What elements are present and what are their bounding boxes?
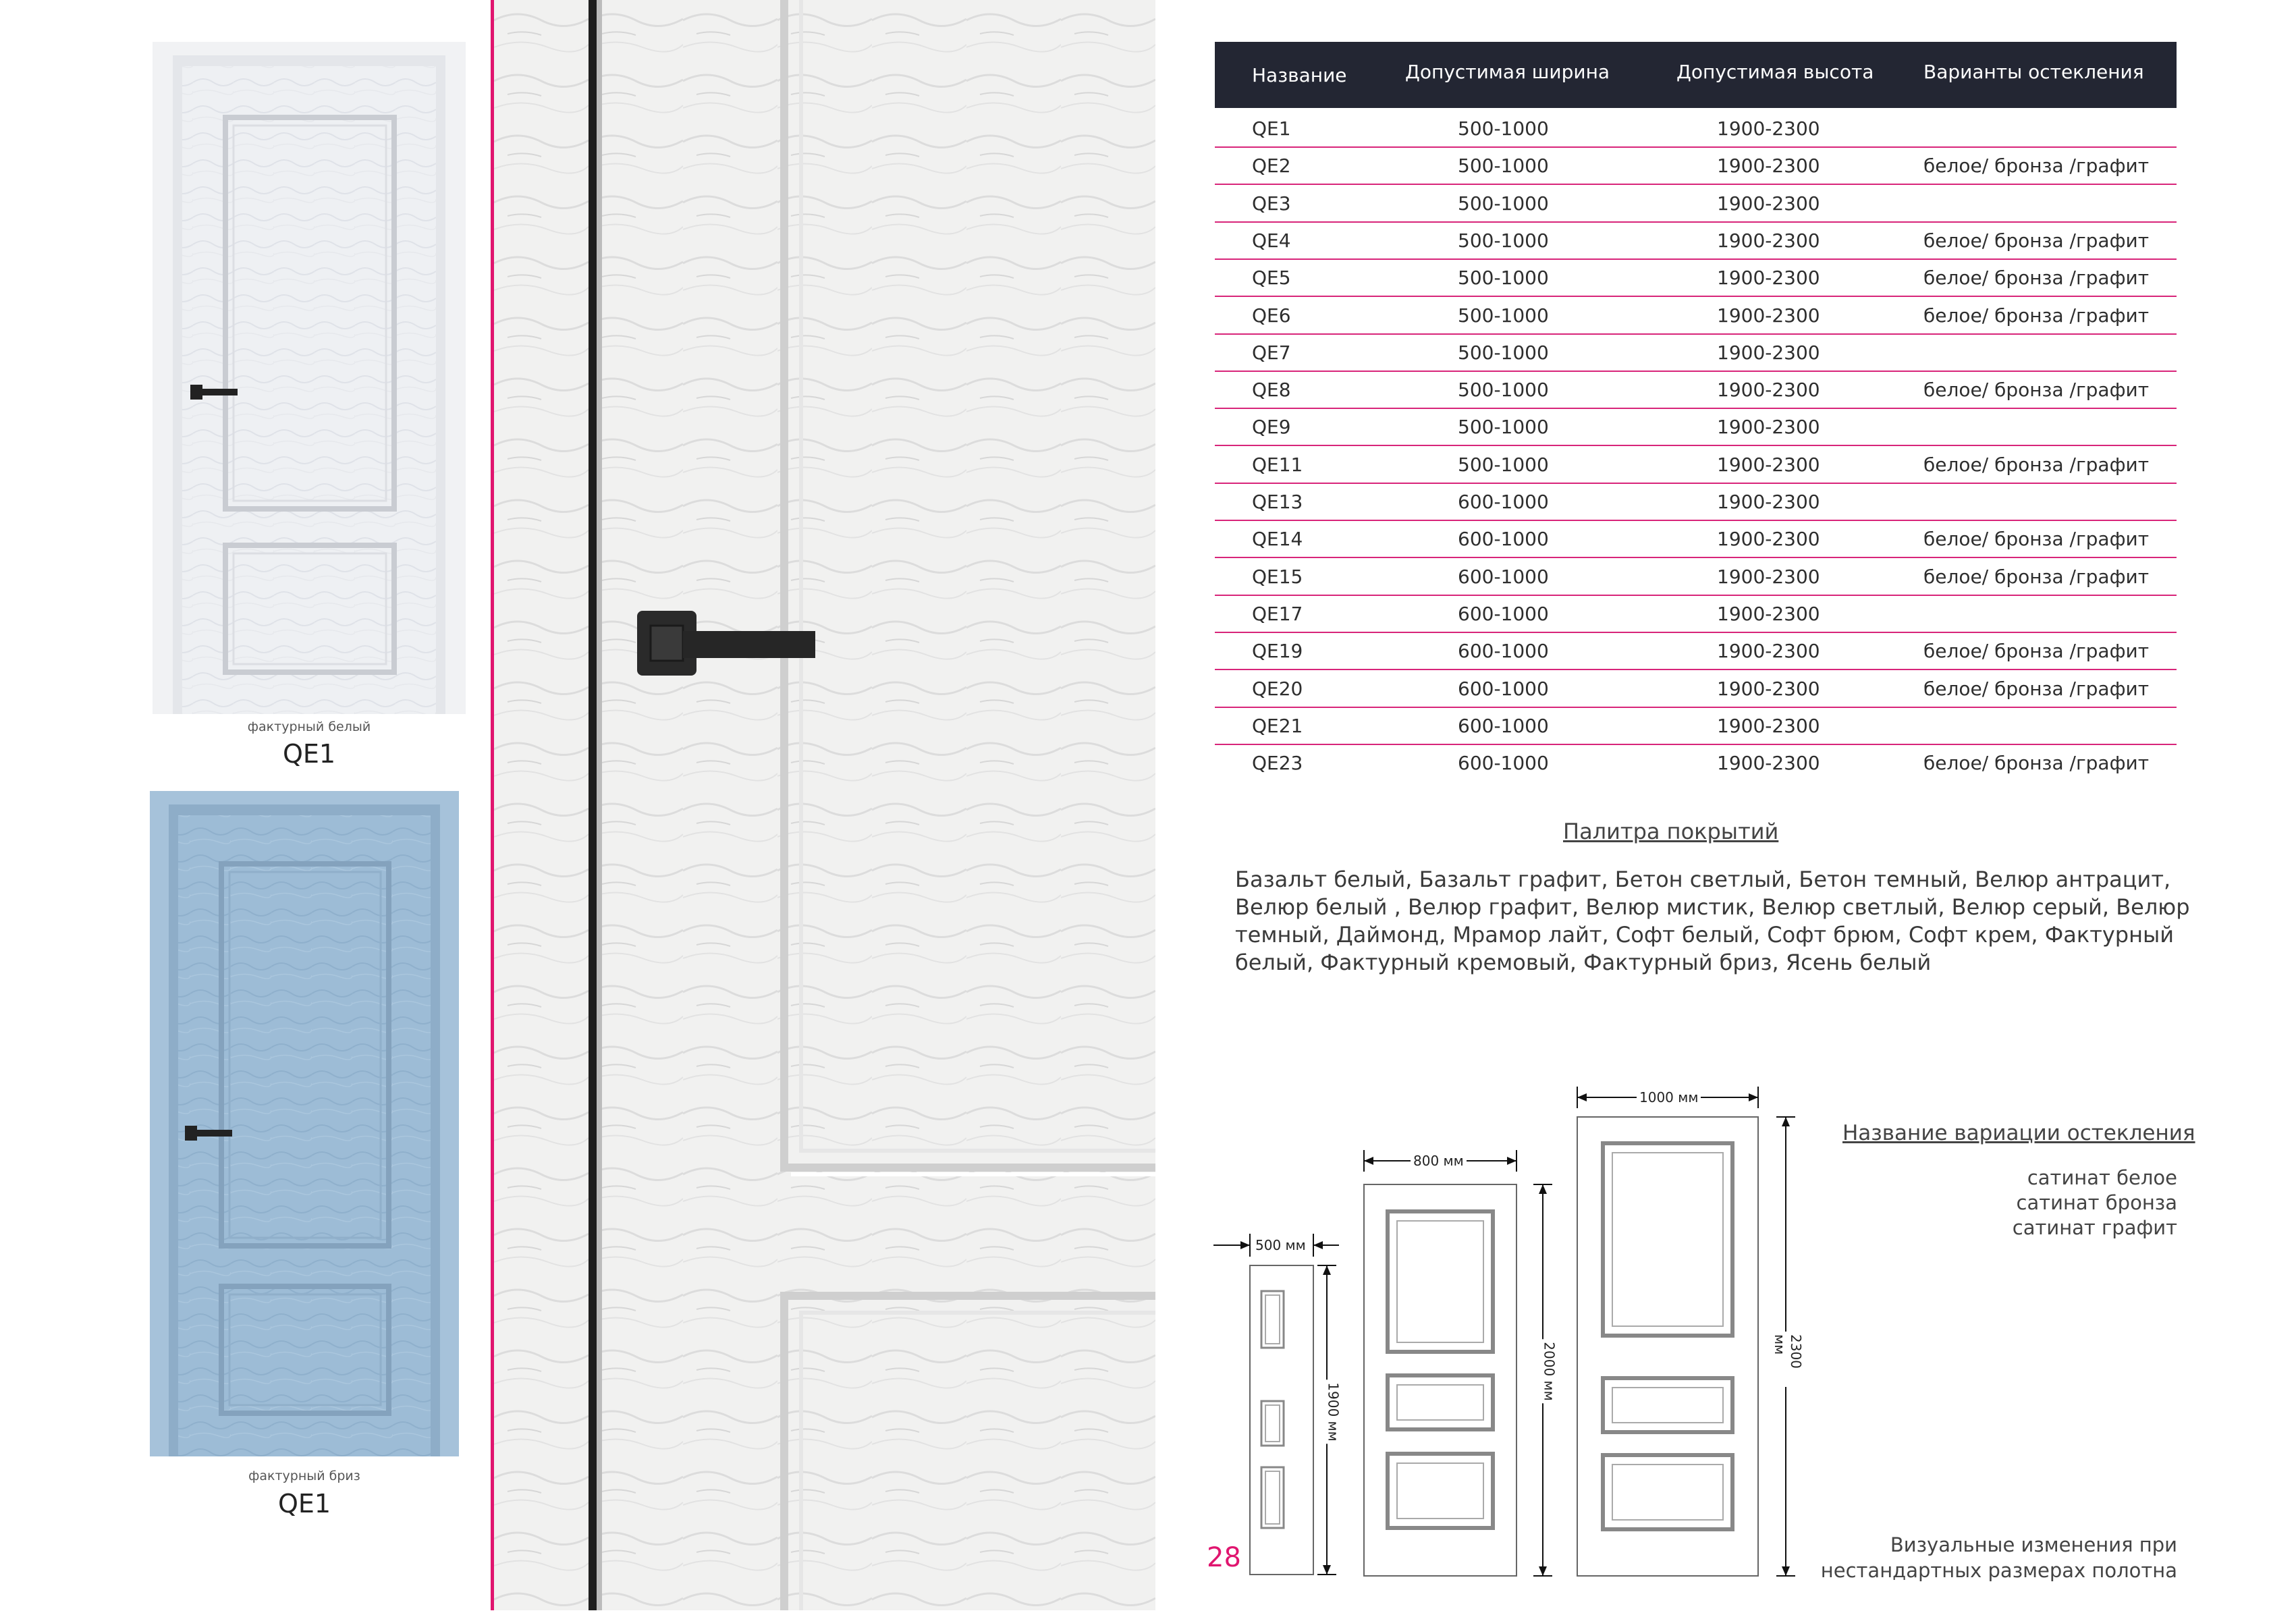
table-row bbox=[1215, 483, 2177, 521]
table-row bbox=[1215, 595, 2177, 633]
cell-height: 1900-2300 bbox=[1717, 341, 1820, 364]
cell-width: 500-1000 bbox=[1458, 304, 1549, 327]
cell-name: QE3 bbox=[1252, 192, 1291, 215]
cell-width: 500-1000 bbox=[1458, 155, 1549, 177]
cell-glazing: белое/ бронза /графит bbox=[1923, 229, 2150, 252]
table-row bbox=[1215, 408, 2177, 446]
cell-width: 500-1000 bbox=[1458, 416, 1549, 439]
cell-height: 1900-2300 bbox=[1717, 304, 1820, 327]
thumbnail-model-label: QE1 bbox=[277, 1489, 331, 1519]
thumbnail-model-label: QE1 bbox=[282, 739, 336, 769]
cell-name: QE7 bbox=[1252, 341, 1291, 364]
palette-title: Палитра покрытий bbox=[1563, 819, 1779, 844]
cell-height: 1900-2300 bbox=[1717, 155, 1820, 177]
width-1000-label: 1000 мм bbox=[1637, 1089, 1701, 1105]
cell-name: QE19 bbox=[1252, 640, 1303, 663]
table-row bbox=[1215, 520, 2177, 558]
cell-height: 1900-2300 bbox=[1717, 267, 1820, 290]
cell-glazing: белое/ бронза /графит bbox=[1923, 752, 2150, 775]
cell-glazing: белое/ бронза /графит bbox=[1923, 304, 2150, 327]
table-row bbox=[1215, 109, 2177, 148]
cell-height: 1900-2300 bbox=[1717, 528, 1820, 551]
glazing-item: сатинат графит bbox=[2012, 1216, 2177, 1239]
cell-name: QE20 bbox=[1252, 677, 1303, 700]
door-image-white bbox=[153, 42, 466, 714]
size-note-line: Визуальные изменения при bbox=[1890, 1533, 2177, 1556]
height-2000-label: 2000 мм bbox=[1541, 1339, 1558, 1403]
cell-name: QE8 bbox=[1252, 379, 1291, 402]
cell-name: QE14 bbox=[1252, 528, 1303, 551]
cell-name: QE9 bbox=[1252, 416, 1291, 439]
door-image-breeze bbox=[150, 791, 459, 1456]
cell-height: 1900-2300 bbox=[1717, 565, 1820, 588]
cell-width: 500-1000 bbox=[1458, 117, 1549, 140]
cell-height: 1900-2300 bbox=[1717, 416, 1820, 439]
cell-height: 1900-2300 bbox=[1717, 453, 1820, 476]
cell-name: QE2 bbox=[1252, 155, 1291, 177]
table-row bbox=[1215, 669, 2177, 708]
size-note-line: нестандартных размерах полотна bbox=[1820, 1559, 2177, 1582]
header-glazing: Варианты остекления bbox=[1923, 61, 2144, 83]
cell-width: 600-1000 bbox=[1458, 528, 1549, 551]
cell-width: 600-1000 bbox=[1458, 602, 1549, 625]
cell-height: 1900-2300 bbox=[1717, 714, 1820, 737]
cell-name: QE15 bbox=[1252, 565, 1303, 588]
cell-name: QE4 bbox=[1252, 229, 1291, 252]
cell-width: 500-1000 bbox=[1458, 379, 1549, 402]
cell-width: 600-1000 bbox=[1458, 752, 1549, 775]
table-row bbox=[1215, 333, 2177, 372]
cell-width: 600-1000 bbox=[1458, 677, 1549, 700]
cell-height: 1900-2300 bbox=[1717, 677, 1820, 700]
cell-width: 600-1000 bbox=[1458, 491, 1549, 513]
table-header bbox=[1215, 42, 2177, 108]
table-row bbox=[1215, 371, 2177, 409]
door-closeup-image bbox=[494, 0, 1155, 1610]
cell-name: QE23 bbox=[1252, 752, 1303, 775]
table-row bbox=[1215, 632, 2177, 670]
table-row bbox=[1215, 296, 2177, 335]
cell-name: QE13 bbox=[1252, 491, 1303, 513]
cell-name: QE5 bbox=[1252, 267, 1291, 290]
cell-name: QE11 bbox=[1252, 453, 1303, 476]
table-row bbox=[1215, 557, 2177, 596]
header-width: Допустимая ширина bbox=[1405, 61, 1610, 83]
width-800-label: 800 мм bbox=[1411, 1153, 1467, 1169]
cell-name: QE17 bbox=[1252, 602, 1303, 625]
size-note bbox=[1821, 1532, 2177, 1583]
cell-width: 600-1000 bbox=[1458, 714, 1549, 737]
table-row bbox=[1215, 744, 2177, 781]
cell-height: 1900-2300 bbox=[1717, 117, 1820, 140]
header-height: Допустимая высота bbox=[1676, 61, 1874, 83]
cell-width: 500-1000 bbox=[1458, 453, 1549, 476]
cell-glazing: белое/ бронза /графит bbox=[1923, 155, 2150, 177]
door-thumbnail-white bbox=[153, 42, 466, 714]
table-row bbox=[1215, 146, 2177, 185]
cell-glazing: белое/ бронза /графит bbox=[1923, 267, 2150, 290]
header-name: Название bbox=[1252, 64, 1347, 86]
cell-glazing: белое/ бронза /графит bbox=[1923, 528, 2150, 551]
cell-glazing: белое/ бронза /графит bbox=[1923, 677, 2150, 700]
table-row bbox=[1215, 445, 2177, 484]
cell-name: QE1 bbox=[1252, 117, 1291, 140]
cell-width: 500-1000 bbox=[1458, 267, 1549, 290]
cell-height: 1900-2300 bbox=[1717, 602, 1820, 625]
glazing-item: сатинат бронза bbox=[2016, 1191, 2177, 1214]
dimension-diagram bbox=[1208, 1080, 1815, 1593]
palette-text: Базальт белый, Базальт графит, Бетон светлый, Бетон темный, Велюр антрацит, Велюр белый , Велюр графит, Велюр мистик, Велюр светлый, Велюр серый, Велюр темный, Даймонд, Мрамор лайт, Софт белый, Софт брюм, Софт крем, Фактурный белый, Фактурный кремовый, Фактурный бриз, Ясень белый bbox=[1235, 867, 2190, 975]
table-row bbox=[1215, 184, 2177, 223]
thumbnail-finish-label: фактурный бриз bbox=[248, 1469, 360, 1483]
cell-height: 1900-2300 bbox=[1717, 491, 1820, 513]
cell-height: 1900-2300 bbox=[1717, 752, 1820, 775]
glazing-title: Название вариации остекления bbox=[1842, 1121, 2195, 1145]
cell-glazing: белое/ бронза /графит bbox=[1923, 453, 2150, 476]
cell-height: 1900-2300 bbox=[1717, 379, 1820, 402]
cell-glazing: белое/ бронза /графит bbox=[1923, 640, 2150, 663]
cell-width: 600-1000 bbox=[1458, 565, 1549, 588]
cell-name: QE6 bbox=[1252, 304, 1291, 327]
cell-width: 500-1000 bbox=[1458, 192, 1549, 215]
table-row bbox=[1215, 707, 2177, 745]
width-500-label: 500 мм bbox=[1253, 1237, 1309, 1253]
table-row bbox=[1215, 258, 2177, 297]
height-2300-label: 2300 мм bbox=[1772, 1332, 1804, 1387]
page-number: 28 bbox=[1207, 1542, 1241, 1573]
height-1900-label: 1900 мм bbox=[1325, 1379, 1342, 1444]
table-row bbox=[1215, 221, 2177, 260]
glazing-item: сатинат белое bbox=[2027, 1166, 2177, 1189]
cell-width: 500-1000 bbox=[1458, 341, 1549, 364]
cell-height: 1900-2300 bbox=[1717, 192, 1820, 215]
cell-name: QE21 bbox=[1252, 714, 1303, 737]
cell-width: 500-1000 bbox=[1458, 229, 1549, 252]
cell-height: 1900-2300 bbox=[1717, 640, 1820, 663]
door-thumbnail-breeze bbox=[150, 791, 459, 1456]
cell-glazing: белое/ бронза /графит bbox=[1923, 565, 2150, 588]
cell-height: 1900-2300 bbox=[1717, 229, 1820, 252]
cell-width: 600-1000 bbox=[1458, 640, 1549, 663]
cell-glazing: белое/ бронза /графит bbox=[1923, 379, 2150, 402]
thumbnail-finish-label: фактурный белый bbox=[247, 719, 371, 734]
